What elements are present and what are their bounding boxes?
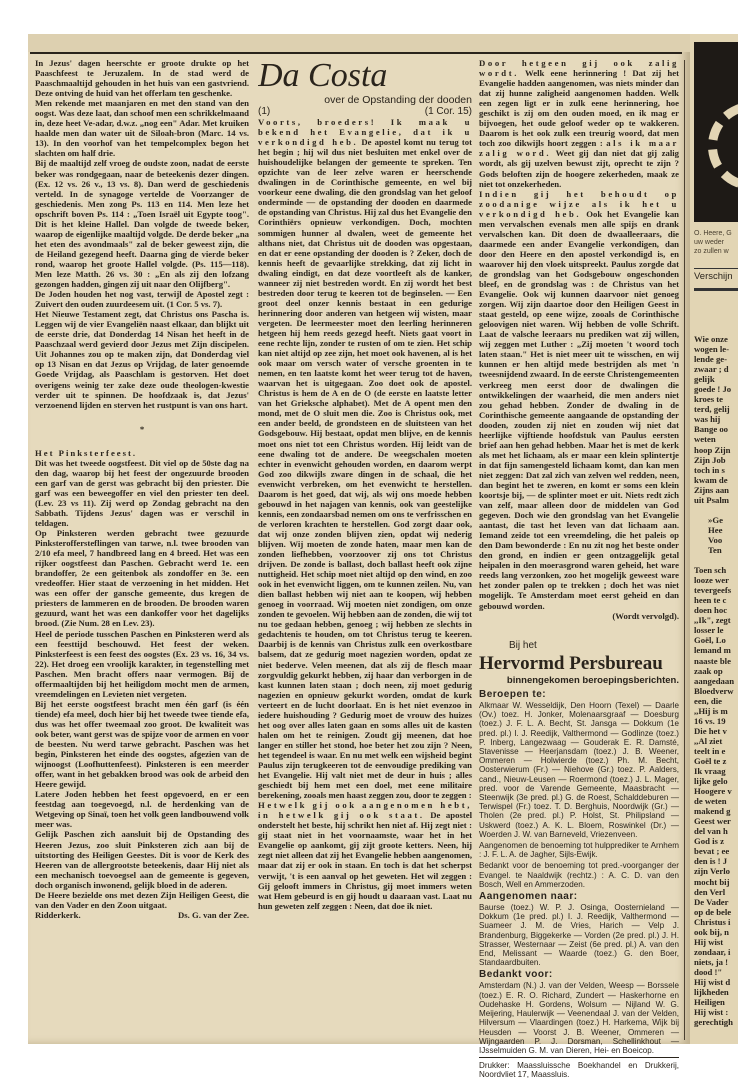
signature-place: Ridderkerk. bbox=[35, 909, 81, 920]
text-line: zijn Verlo bbox=[694, 866, 730, 877]
text-line: makend g bbox=[694, 806, 731, 817]
text-line: bevat ; ee bbox=[694, 846, 730, 857]
text-line: 16 vs. 19 bbox=[694, 715, 726, 726]
text-line: looze wer bbox=[694, 575, 729, 586]
text-line: toch in s bbox=[694, 464, 725, 475]
wheel-ornament bbox=[708, 102, 738, 190]
section-title: Hervormd Persbureau bbox=[479, 653, 663, 674]
paragraph bbox=[479, 58, 679, 189]
paragraph-text: De apostel komt nu terug tot het begin ; hij wil dus niet besluiten met enkel over de huishoudelijke belangen der gemeente te spreken. Ten opzichte van de leer zelve waren er heerschende dwalingen in de Corinthische gemeente, en wel bij voorkeur eene dwaling, die den grondslag van het geloof onderminde — de opstanding der dooden en daarmede de opstanding van Christus. Hij zal dus het Evangelie den Corinthiërs opnieuw verkondigen. Doch, mochten sommigen hunner al dwalen, weet de gemeente het althans niet, dat Christus uit de dooden was opgestaan, en dat er eene opstanding der dooden is ? Zeker, doch de kennis heeft de gevaarlijke strekking, dat zij licht in dwaling eindigt, en dat deze voortleeft als de kanker, wanneer zij niet bestreden wordt. En zij wordt het best bestreden door terug te keeren tot de beginselen. — Een groot deel onzer kennis bestaat in een gedurige herinnering door anderen van hetgeen wij wisten, maar vergeten. De leermeester moet den leerling herinneren hetgeen hij hem reeds gezegd heeft. Niets gaat voort in eene rechte lijn, zonder te rusten of om te zien. Het schip kan niet altijd op zee zijn, het moet ook havenen, al is het ook maar om versch water of versche groenten in te nemen, en ten laatste komt het weer terug tot de haven, waarvan het is uitgegaan. Zoo doet ook de apostel. Christus is hem de A en de O (de eerste en laatste letter van het Grieksche alphabet). Met de A opent men den mond, met de O sluit men die. Zoo is Christus ook, met een ander beeld, de grondsteen en de sluitsteen van het Godsgebouw. Hij bestaat, opdat men blijve, en de kennis moet ons niet tot een Christus worden. Hij leidt van de eene dwaling tot de andere. De weegschalen moeten echter in evenwicht gehouden worden, en daarom werpt God zoo dikwijls zware dingen in de schaal, die het evenwicht verbreken, om het evenwicht te herstellen. Daarom is het goed, dat wij, als wij ons moede hebben gebouwd in het najagen van kennis, ook van geestelijke kennis, een zondaarsbad nemen om ons te verfrisschen en de verloren krachten te herstellen. God zorgt daar ook, dat wij onze zonden blijven zien, opdat wij nederig blijven. Wij moeten de zonde haten, maar men kan de zonden liefhebben, voorzoover zij ons tot Christus drijven. De zonde is ballast, doch ballast heeft ook zijne nuttigheid. Het schip moet niet altijd op den wind, en zoo ook in het evenwicht liggen, om te kunnen zeilen. Nu, van dien ballast hebben wij niet aan te koopen, wij hebben genoeg in voorraad. Wij moeten niet zondigen, om onze zonden te gevoelen. Wij hebben aan de zonden, die wij tot nu toe gedaan hebben, genoeg ; wij hebben ze slechts in gedachtenis te houden, om tot Christus terug te keeren. Daarbij is de kennis van Christus zulk een overkostbare balsem, dat ze gedurig moet nagezien worden, opdat ze niet bederve. Velen meenen, dat als zij de flesch maar zorgvuldig gekurkt hebben, zij haar dan verborgen in de kast kunnen laten staan ; doch neen, zij moet gedurig nagezien en opnieuw gekurkt worden, omdat de kurk verteert en de lucht doorlaat. En is het niet evenzoo in iedere huishouding ? Gedurig moet de vrouw des huizes het oog over alles laten gaan en soms alles uit de kasten halen om het te reinigen. Zoudt gij meenen, dat hoe langer en stiller het stond, hoe beter het zou zijn ? Neen, het tegendeel is waar. En nu met welk een wijsheid begint Paulus zijn terugkeeren tot de eenvoudige prediking van het Evangelie. Hij valt niet met de deur in huis ; alles geschiedt bij hem met een doel, met eene militaire berekening, zooals men haast zeggen zou, door te zeggen : bbox=[258, 137, 472, 801]
paragraph bbox=[479, 189, 679, 611]
text-line: losser le bbox=[694, 625, 724, 636]
paragraph-text: Weet gij dan niet dat gij zalig wordt, als gij uzelven bewust zijt, oprecht te zijn ? Gods beloften zijn de hoogere zekerheden, maak ze niet tot onzekerheden. bbox=[479, 148, 679, 189]
beroepen-list: Alkmaar W. Wesseldijk, Den Hoorn (Texel) — Daarle (Ov.) toez. H. Jonker, Molenaarsgraaf — Doesburg (toez.) J. F. L. A. Becht, St. Jansga — Dokkum (1e pred. pl.) I. J. Reedijk, Valthermond — Godlinze (toez.) P. Inberg, Langezwaag — Gouderak E. R. Damsté, Stavenisse — Heerjansdam (toez.) J. B. Weener, Ommeren — Holwierde (toez.) Ph. M. Becht, Oosterwierum (Fr.) — Niehove (Gr.) toez. P. Aalders, cand., Nieuw-Leusen — Roermond (toez.) J. L. Mager, pred. voor de Varende Gemeente, Maasbracht — Steenwijk (3e pred. pl.) G. de Roest, Schalddeburen — Terwispel (Fr.) toez. T. D. Berghuis, Noordwijk (Gr.) — Tholen (2e pred. pl.) P. Holst, St. Philipsland — Uskwerd (toez.) A. K. L. Bloem, Roswinkel (Dr.) — Woerden J. W. van Barneveld, Vriezenveen. bbox=[479, 701, 679, 839]
text-line: »Ge bbox=[708, 514, 723, 525]
adjacent-text bbox=[694, 334, 734, 1027]
quoted-verse: Door hetgeen gij ook zalig wordt. bbox=[479, 58, 679, 79]
text-line: naaste ble bbox=[694, 655, 731, 666]
signature-author: Ds. G. van der Zee. bbox=[177, 909, 249, 920]
notice: Bedankt voor de benoeming tot pred.-voorganger der Evangel. te Naaldwijk (rechtz.) : A. C. D. van den Bosch, Well en Ammerzoden. bbox=[479, 861, 679, 889]
aangenomen-heading: Aangenomen naar: bbox=[479, 891, 578, 903]
text-line: Hij wist d bbox=[694, 977, 731, 987]
printer-imprint: Drukker: Maassluissche Boekhandel en Drukkerij, Noordvliet 17, Maassluis. bbox=[479, 1057, 679, 1079]
quoted-verse: Indien gij het behoudt op zoodanige wijze als ik het u verkondigd heb. bbox=[479, 188, 679, 219]
paragraph: Op Pinksteren werden gebracht twee gezuurde Pinksteroffersteflingen van tarwe, n.l. twee brooden van 2/10 efa meel, 7 handbreed lang en 4 breed. Het was een rijker oogstfeest dan Paschen. Gebracht werd 1e. een brandoffer, 2e een geitenbok als zondoffer en 3e. een vredeoffer. Hier staat de verzoening in het midden. Het was een offer der gansche gemeente, dus kregen de priesters de lammeren en de brooden. De brooden waren gezuurd, want het was een dankoffer voor het dagelijks brood. (Zie Num. 28 en Lev. 23). bbox=[35, 528, 249, 629]
text-line: niets, ja ! bbox=[694, 956, 729, 967]
text-line: teelt in e bbox=[694, 745, 726, 756]
text-line: uit Psalm bbox=[694, 494, 729, 505]
separator: * bbox=[139, 423, 145, 434]
bible-reference: (1 Cor. 15) bbox=[424, 106, 472, 117]
paragraph: Het Nieuwe Testament zegt, dat Christus ons Pascha is. Leggen wij de vier Evangeliën naast elkaar, dan blijkt uit de eerste drie, dat Donderdag 14 Nisan het heeft in de Paaschzaal werd gevierd door Jezus met Zijn discipelen. Uit Johannes zou op te maken zijn, dat Donderdag viel op 13 Nisan en dat Jezus op Vrijdag, de later genoemde Goede Vrijdag, als Paaschlam is gestorven. Het doet overigens weinig ter zake deze oude theologen-kwestie verder uit te spinnen. De hoofdzaak is, dat Jezus' verzoenend lijden en sterven het rustpunt is van ons hart. bbox=[35, 309, 249, 410]
text-line: een, die bbox=[694, 695, 722, 706]
caption-line: O. Heere, G bbox=[694, 230, 732, 237]
text-line: dood !" bbox=[694, 966, 723, 977]
paragraph: De Joden houden het nog vast, terwijl de Apostel zegt : Zuivert den ouden zuurdeesem uit. (1 Cor. 5 vs. 7). bbox=[35, 289, 249, 310]
text-line bbox=[694, 555, 734, 565]
paragraph: Bij het eerste oogstfeest bracht men één garf (is één tiende) efa meel, doch hier bij het tweede twee tiende efa, dus was het offer tweemaal zoo groot. De kwaliteit was ook beter, want gerst was de spijze voor de armen en voor de beesten. Nu werd tarwe gebracht. Paschen was het begin, Pinksteren het einde des oogstes, afgezien van de wijnoogst (Loofhuttenfeest). Pinksteren is een meerder offer, want in het gebakken brood was ook de arbeid den Heere gewijd. bbox=[35, 698, 249, 790]
text-line: Voo bbox=[708, 534, 723, 545]
beroepen-heading: Beroepen te: bbox=[479, 689, 547, 700]
text-line: lemand m bbox=[694, 645, 731, 656]
text-line: kwam de bbox=[694, 474, 728, 485]
caption-line: zo zullen w bbox=[694, 248, 729, 255]
column-da-costa-continued bbox=[479, 58, 679, 630]
adjacent-page bbox=[690, 34, 738, 1044]
text-line: Hij wist bbox=[694, 936, 724, 947]
text-line: Heiligen bbox=[694, 997, 725, 1008]
paragraph: Men rekende met maanjaren en met den stand van den oogst. Was deze laat, dan schoof men een schrikkelmaand in, deze heet Ve-adar, d.w.z. „nog een" Adar. Met kruiken haalde men dan water uit de Siloah-bron (Marc. 14 vs. 13). In den voorhof van het tempelcomplex begon het slachten om half drie. bbox=[35, 98, 249, 159]
text-line: goede ! Jo bbox=[694, 384, 732, 395]
paragraph: In Jezus' dagen heerschte er groote drukte op het Paaschfeest te Jeruzalem. In de stad werd de Paaschmaaltijd gehouden in het huis van een gastvriend. Deze ontving de huid van het offerlam ten geschenke. bbox=[35, 58, 249, 99]
paragraph-text: Ook het Evangelie kan men vervalschen evenals men alle spijs en drank vervalschen kan. Dit doen de dwaalleeraars, die daarmede een ander Evangelie verkondigen, dan door den Heere en den apostel verkondigd is, en waarover hij den vloek uitspreekt. Paulus zorgde dat de grondslag van het Godsgebouw ongeschonden bleef, en de grondslag was : de Christus van het Evangelie. Ook wij kunnen daarvoor niet genoeg zorgen. Wij zijn daartoe door den Heiligen Geest in staat gesteld, op eene wijze, zooals de Corinthische geloovigen niet waren. Wij hebben de volle Schrift. Laat de valsche leeraars nu prediken wat zij willen, wij zeggen met Luther : „Zij moeten 't woord toch laten staan." Het is niet meer uit te wisschen, en wij kunnen er hen altijd mede bestrijden als met 'n tweesnijdend zwaard. In de eerste Christengemeenten verkreeg men eerst door de dwalingen die ontwikkelingen der waarheid, die men anders niet zou gehad hebben. Zonder de dwaling in de Corinthische gemeente aangaande de opstanding der dooden, zouden zij niet en zouden wij niet dat heerlijke vijftiende hoofdstuk van Paulus eersten brief aan hen gehad hebben. Maar het is met de kerk als met het lichaam, als er maar een klein splintertje in dat fijn samengesteld lichaam komt, dan kan men niet zeggen: Dat zal zich van zelven wel redden, neen, dan begint het te zweren, en komt er soms een klein koortsje bij, — de splinter moet er uit. Niets redt zich van zelf, maar alleen door de middelen van God gegeven. Doch wie den grondslag van het Evangelie aantast, die tast het leven van dat lichaam aan. Iemand zeide tot een vreemdeling, die het paleis op den Dam bewonderde : En nu zit nog het beste onder den grond, en indien er geen ontzaggelijk getal heipalen in den moerasgrond waren geheid, het ware reeds lang verzonken, zoo het mogelijk geweest ware het zonder palen op te trekken ; doch het was niet mogelijk. Te Amsterdam moet eerst geheid en dan gebouwd worden. bbox=[479, 208, 679, 611]
paragraph: Latere Joden hebben het feest opgevoerd, en er een feestdag aan toegevoegd, n.l. de herdenking van de Wetgeving op Sinaï, toen het volk geen landbouwend volk meer was. bbox=[35, 789, 249, 830]
text-line: Zijn Job bbox=[694, 454, 726, 465]
text-line: terd, gelij bbox=[694, 404, 730, 415]
continued-note: (Wordt vervolgd). bbox=[612, 610, 679, 621]
text-line bbox=[694, 505, 734, 515]
text-line: Hoogere v bbox=[694, 786, 732, 797]
quoted-verse: Hetwelk gij ook aangenomen hebt, in hetwelk gij ook staat. bbox=[258, 800, 472, 821]
aangenomen-list: Baurse (toez.) W. P. J. Osinga, Oosternieland — Dokkum (1e pred. pl.) I. J. Reedijk, Valthermond — Suameer J. M. de Vries, Harich — Velp J. Brandenburg, Biggekerke — Vorden (2e pred. pl.) J. H. Strasser, Westernaar — Zeist (6e pred. pl.) A. van den End, Melissant — Waarde (toez.) G. den Boer, Standaardbuiten. bbox=[479, 903, 679, 968]
paragraph-text: Welk eene herinnering ! Dat zij het Evangelie hadden aangenomen, was niets minder dan dat zij hunne zaligheid aangenomen hadden. Welk een zegen ligt er in zulk eene herinnering, hoe geschikt is zij om den ouden moed, en ik mag er bijvoegen, het oude geloof weder op te wakkeren. Daarom is het ook zulk een treurig woord, dat men toch zoo dikwijls hoort zeggen : bbox=[479, 68, 679, 149]
text-line: Bange oo bbox=[694, 424, 729, 435]
text-line: was hij bbox=[694, 414, 721, 425]
persbureau-section bbox=[479, 640, 679, 1082]
article-subtitle: over de Opstanding der dooden bbox=[324, 94, 472, 106]
text-line: tevergeefs bbox=[694, 585, 732, 596]
text-line: Wie onze bbox=[694, 334, 728, 344]
section-pretitle: Bij het bbox=[509, 640, 537, 651]
text-line: Toen sch bbox=[694, 565, 727, 576]
text-line: ook bij, n bbox=[694, 926, 730, 937]
text-line: doen hoc bbox=[694, 605, 728, 616]
emblem-illustration bbox=[694, 42, 738, 222]
paragraph-text: De apostel onderstelt het beste, hij schrikt hen niet af. Hij zegt niet : gij staat niet in het voornaamste, waar het in het Evangelie op aankomt, gij zijt groote ketters. Neen, hij zegt niet alleen dat zij het Evangelie hebben aangenomen, maar dat zij er ook in staan. En toch is dat het scherpst verwijt, 't is een aanval op het geweten. Het wil zeggen : Gij gelooft immers in Christus, gij moet immers weten wat Hem gebeurd is en gij houdt u daaraan vast. Laat nu hun geweten zelf zeggen : Neen, dat doe ik niet. bbox=[258, 810, 472, 911]
text-line: zondaar, i bbox=[694, 946, 731, 957]
text-line: zwaar ; d bbox=[694, 364, 729, 375]
text-line: de weten bbox=[694, 796, 727, 807]
text-line: Hee bbox=[708, 524, 723, 535]
bedankt-list: Amsterdam (N.) J. van der Velden, Weesp — Borssele (toez.) E. R. O. Richard, Zundert — Haskerhorne en Oudehaske H. Gordens, Wolsum — Nijland W. G. Meijering, Haulerwijk — Veenendaal J. van der Velden, Hilversum — Vlaardingen (toez.) H. Harkema, Wijk bij Heusden — Voorst J. B. Weener, Ommeren — Wijngaarden P. J. Dorsman, Schellinkhout — IJsselmuiden G. M. van Dieren, Hei- en Boeicop. bbox=[479, 981, 679, 1055]
text-line: zaak op bbox=[694, 665, 723, 676]
text-line: mocht bij bbox=[694, 876, 730, 887]
text-line: Zijns aan bbox=[694, 484, 730, 495]
section-subtitle: binnengekomen beroepingsberichten. bbox=[506, 675, 679, 686]
column-da-costa bbox=[258, 58, 472, 1043]
paragraph bbox=[258, 800, 472, 911]
text-line: kroes te bbox=[694, 394, 724, 405]
bedankt-heading: Bedankt voor: bbox=[479, 969, 553, 981]
paragraph: Heel de periode tusschen Paschen en Pinksteren werd als een feesttijd beschouwd. Het feest der weken. Pinksterfeest is een feest des oogstes (Ex. 23 vs. 16, 34 vs. 22). Het droeg een vroolijk karakter, in tegenstelling met Paschen. Men bracht offers naar vermogen. Bij de offermaaltijden bij het heiligdom mocht men de armen, vreemdelingen en Levieten niet vergeten. bbox=[35, 628, 249, 699]
text-line: ,,Al ziet bbox=[694, 735, 723, 746]
paragraph: De Heere bezielde ons met dezen Zijn Heiligen Geest, die van den Vader en den Zoon uitgaat. bbox=[35, 889, 249, 910]
part-number: (1) bbox=[258, 106, 271, 117]
paragraph: Dit was het tweede oogstfeest. Dit viel op de 50ste dag na den dag, waarop bij het feest der ongezuurde brooden een garf van de gerst was gebracht bij den priester. Die garf was een beweegoffer en viel den priester ten deel. (Lev. 23 vs 11). Zij werd op Zondag gebracht na den Sabbath. Tijdens Jezus' dagen was er verschil in teldagen. bbox=[35, 457, 249, 529]
text-line: Ik vraag bbox=[694, 766, 726, 777]
text-line: Goël te z bbox=[694, 755, 727, 766]
paragraph bbox=[258, 117, 472, 800]
paragraph: Bij de maaltijd zelf vroeg de oudste zoon, nadat de eerste beker was rondgegaan, naar de beteekenis dezer dingen. (Ex. 12 vs. 26 v., 13 vs. 8). Dan werd de geschiedenis verteld. In de synagoge vertelde de Voorzanger de geschiedenis. Men zong Ps. 113 en 114. Men leze het opschrift boven Ps. 114 : „Toen Israël uit Egypte toog". Dit is het kleine Hallel. Dan volgde de tweede beker, waarop de eigenlijke maaltijd volgde. De derde beker „na het eten des avondmaals" zal de beker geweest zijn, die de Heiland gezegend heeft. Daarna ging de vierde beker rond, waarop het groote Hallel volgde. (Ps. 115—118). Men leze Matth. 26 vs. 30 : „En als zij den lofzang gezongen hadden, gingen zij uit naar den Olijfberg". bbox=[35, 158, 249, 290]
text-line: Hij wist : bbox=[694, 1007, 729, 1018]
page-top-margin bbox=[28, 34, 690, 52]
text-line: Die het v bbox=[694, 725, 727, 736]
text-line: ,,Ik", zegt bbox=[694, 615, 731, 626]
quoted-phrase: als ik maar zalig word. bbox=[479, 138, 679, 159]
text-line: del van h bbox=[694, 826, 728, 837]
text-line: lijke gelo bbox=[694, 776, 728, 787]
caption-line: uw weder bbox=[694, 239, 724, 246]
article-reference bbox=[258, 106, 472, 117]
text-line: Geest wer bbox=[694, 816, 731, 827]
text-line: heen te c bbox=[694, 595, 727, 606]
emblem-caption bbox=[694, 229, 732, 256]
text-line: gerechtigh bbox=[694, 1017, 733, 1028]
adjacent-heading: Verschijn bbox=[694, 268, 738, 283]
text-line: ,,Hij is m bbox=[694, 705, 728, 716]
text-line: God is z bbox=[694, 836, 724, 847]
text-line: De Vader bbox=[694, 896, 729, 907]
text-line: lende ge- bbox=[694, 354, 728, 365]
text-line: Ten bbox=[708, 544, 722, 555]
quoted-verse: Voorts, broeders! Ik maak u bekend het Evangelie, dat ik u verkondigd heb. bbox=[258, 117, 472, 148]
column-divider bbox=[684, 60, 685, 1040]
heading-rule bbox=[694, 288, 738, 291]
text-line: weten bbox=[694, 434, 716, 445]
text-line: den Verl bbox=[694, 886, 726, 897]
text-line: op de bele bbox=[694, 906, 732, 917]
text-line: aangedaan bbox=[694, 675, 735, 686]
text-line: Christus i bbox=[694, 916, 731, 927]
text-line: gelijk bbox=[694, 374, 715, 385]
paragraph: Gelijk Paschen zich aansluit bij de Opstanding des Heeren Jezus, zoo sluit Pinksteren zich aan bij de uitstorting des Heiligen Geestes. Dit is voor de Kerk des Heeren van de allergrootste beteekenis, daar Hij niet als een mechanisch toevoegsel aan de gemeente is gegeven, doch organisch inwonend, gelijk bloed in de aderen. bbox=[35, 829, 249, 890]
section-heading: Het Pinksterfeest. bbox=[35, 447, 138, 458]
header-rule bbox=[30, 52, 682, 54]
text-line: Bloedverw bbox=[694, 685, 734, 696]
column-paasch-pinksteren bbox=[35, 58, 249, 1043]
text-line: den is ! J bbox=[694, 856, 728, 867]
text-line: hoop Zijn bbox=[694, 444, 731, 455]
article-title: Da Costa bbox=[258, 58, 388, 94]
notice: Aangenomen de benoeming tot hulpprediker te Arnhem : J. F. L. A. de Jagher, Sijls-Ewijk. bbox=[479, 841, 679, 860]
text-line: lijkheden bbox=[694, 987, 729, 998]
text-line: Goël, Lo bbox=[694, 635, 726, 646]
signature bbox=[35, 910, 249, 920]
text-line: wogen le- bbox=[694, 344, 729, 355]
